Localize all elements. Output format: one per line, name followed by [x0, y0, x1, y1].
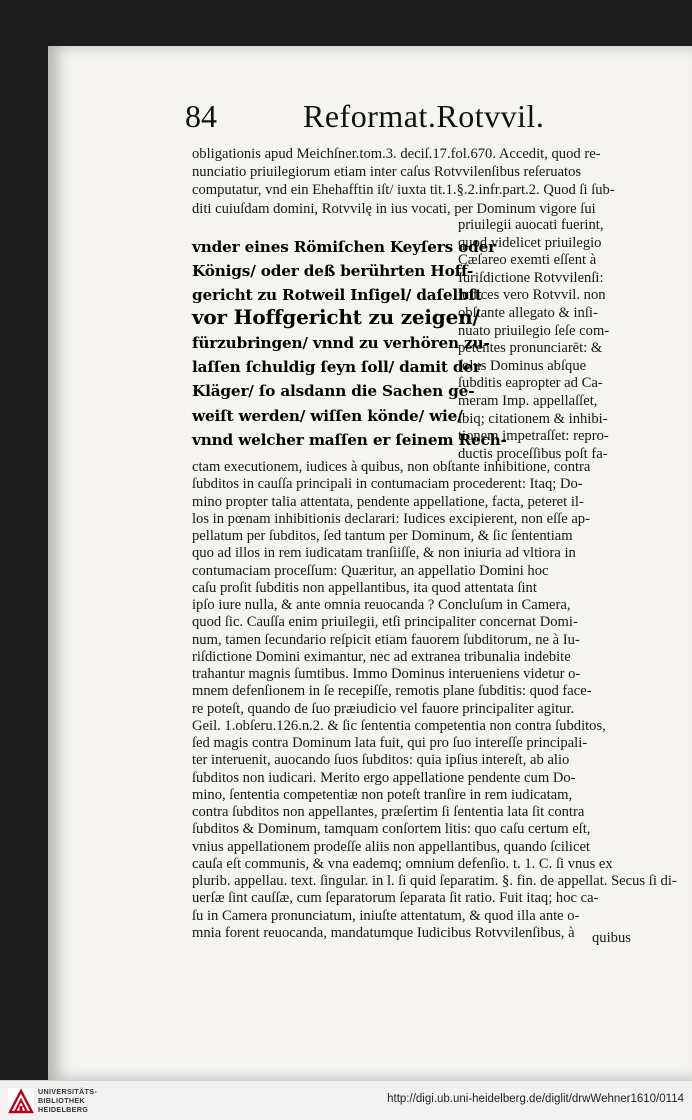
text-line: num, tamen ſecundario reſpicit etiam fauorem ſubditorum, ne à Iu- — [192, 631, 580, 648]
text-line: ſubditos non iudicari. Merito ergo appellatione pendente cum Do- — [192, 769, 576, 786]
right-column-line: Iuriſdictione Rotvvilenſi: — [458, 269, 604, 286]
text-line: mnia forent reuocanda, mandatumque Iudicibus Rotvvilenſibus, à — [192, 924, 575, 941]
text-line: mino, ſententia competentiæ non poteſt tranſire in rem iudicatam, — [192, 786, 573, 803]
gothic-quote-line: vnder eines Römiſchen Keyſers oder — [192, 238, 497, 256]
text-line: los in pœnam inhibitionis declarari: Iudices excipierent, non eſſe ap- — [192, 510, 590, 527]
university-library-logo-icon — [8, 1088, 34, 1114]
text-line: ctam executionem, iudices à quibus, non obſtante inhibitione, contra — [192, 459, 591, 475]
gothic-quote-line: vnnd welcher maſſen er ſeinem Rech- — [192, 431, 507, 449]
logo-line: BIBLIOTHEK — [38, 1096, 85, 1105]
right-column-line: Cæſareo exemti eſſent à — [458, 252, 597, 269]
text-line: ſu in Camera pronunciatum, iniuſte attentatum, & quod illa ante o- — [192, 907, 580, 924]
right-column-line: ductis proceſſibus poſt fa- — [458, 445, 608, 462]
text-line: ſubditos & Dominum, tamquam conſortem litis: quo caſu certum eſt, — [192, 821, 591, 838]
right-column-line: iudices vero Rotvvil. non — [458, 287, 606, 304]
right-column-line: petentes pronunciarēt: & — [458, 340, 603, 357]
right-column-line: ibiq; citationem & inhibi- — [458, 410, 608, 427]
gothic-quote-line: Kläger/ ſo alsdann die Sachen ge- — [192, 382, 475, 400]
text-line: riſdictione Domini eximantur, nec ad extranea tribunalia indebite — [192, 648, 571, 665]
text-line: mino propter talia attentata, pendente appellatione, facta, peteret il- — [192, 493, 584, 510]
right-column-line: meram Imp. appellaſſet, — [458, 393, 598, 409]
page-header — [185, 96, 545, 144]
text-line: re poteſt, quando de ſuo præiudicio vel fauore principaliter agitur. — [192, 700, 575, 717]
text-line: ipſo iure nulla, & ante omnia reuocanda ? Concluſum in Camera, — [192, 597, 571, 613]
text-line: Geil. 1.obſeru.126.n.2. & ſic ſententia competentia non contra ſubditos, — [192, 717, 606, 734]
text-line: uerſæ ſint cauſſæ, cum ſeparatorum ſeparata ſit ratio. Fuit itaq; hoc ca- — [192, 890, 599, 907]
text-line: plurib. appellau. text. ſingular. in l. ſi quid ſeparatim. §. fin. de appellat. Secus ſi di- — [192, 873, 677, 889]
gothic-quote-line: fürzubringen/ vnnd zu verhören zu- — [192, 334, 490, 352]
gothic-quote-line: weiſt werden/ wiſſen könde/ wie/ — [192, 407, 463, 425]
text-line: ſed magis contra Dominum lata fuit, qui pro ſuo intereſſe principali- — [192, 735, 588, 751]
logo-line: UNIVERSITÄTS- — [38, 1087, 98, 1096]
logo-line: HEIDELBERG — [38, 1105, 89, 1114]
text-line: contra ſubditos non appellantes, præſertim ſi ſententia lata ſit contra — [192, 804, 585, 820]
text-line: computatur, vnd ein Ehehafftin iſt/ iuxta tit.1.§.2.infr.part.2. Quod ſi ſub- — [192, 182, 615, 199]
text-line: contumaciam proceſſum: Quæritur, an appellatio Domini hoc — [192, 562, 549, 579]
text-line: quod ſic. Cauſſa enim priuilegii, etſi principaliter concernat Domi- — [192, 614, 578, 631]
text-line: diti cuiuſdam domini, Rotvvilę in ius vocati, per Dominum vigore ſui — [192, 200, 596, 217]
right-column-line: nuato priuilegio ſeſe com- — [458, 322, 610, 339]
text-line: ter interuenit, auocando ſuos ſubditos: quia ipſius intereſt, ab alio — [192, 752, 570, 769]
gothic-quote-line: Königs/ oder deß berührten Hoff- — [192, 262, 473, 280]
viewer-footer — [0, 1080, 692, 1120]
text-line: cauſa eſt communis, & vna eademq; omnium defenſio. t. 1. C. ſi vnus ex — [192, 855, 613, 872]
right-column-line: priuilegii auocati fuerint, — [458, 217, 604, 233]
running-title: Reformat.Rotvvil. — [303, 98, 545, 134]
text-line: caſu proſit ſubditis non appellantibus, ita quod attentata ſint — [192, 579, 537, 596]
text-line: obligationis apud Meichſner.tom.3. deciſ.17.fol.670. Accedit, quod re- — [192, 146, 601, 162]
gothic-quote-line: gericht zu Rotweil Inſigel/ daſelbſt — [192, 286, 482, 304]
text-line: nunciatio priuilegiorum etiam inter caſus Rotvvilenſibus reſeruatos — [192, 164, 582, 181]
gothic-quote-line: vor Hoffgericht zu zeigen/ — [192, 305, 480, 329]
text-line: quo ad illos in rem iudicatam tranſiiſſe, & non iniuria ad vltiora in — [192, 545, 576, 562]
right-column-line: ſolus Dominus abſque — [458, 357, 587, 374]
text-line: ſubditos in cauſſa principali in contumaciam procederent: Itaq; Do- — [192, 476, 583, 493]
right-column-line: quod videlicet priuilegio — [458, 234, 602, 251]
catchword: quibus — [592, 930, 631, 946]
right-column-line: obſtante allegato & inſi- — [458, 305, 598, 321]
text-line: trahantur magnis ſumtibus. Immo Dominus interueniens videtur o- — [192, 666, 581, 682]
library-logo-text — [38, 1087, 97, 1114]
page-number: 84 — [185, 98, 217, 134]
gothic-quote-line: laſſen ſchuldig ſeyn ſoll/ damit der — [192, 358, 481, 376]
right-column-line: ſubditis eapropter ad Ca- — [458, 375, 603, 392]
text-line: vnius appellationem prodeſſe aliis non appellantibus, quando ſcilicet — [192, 838, 590, 855]
right-column-line: tionem impetraſſet: repro- — [458, 428, 609, 445]
permalink-url[interactable]: http://digi.ub.uni-heidelberg.de/diglit/drwWehner1610/0114 — [387, 1093, 684, 1105]
text-line: pellatum per ſubditos, ſed tantum per Dominum, & ſic ſententiam — [192, 528, 573, 544]
text-line: mnem defenſionem in ſe recepiſſe, remotis plane ſubditis: quod face- — [192, 683, 592, 700]
